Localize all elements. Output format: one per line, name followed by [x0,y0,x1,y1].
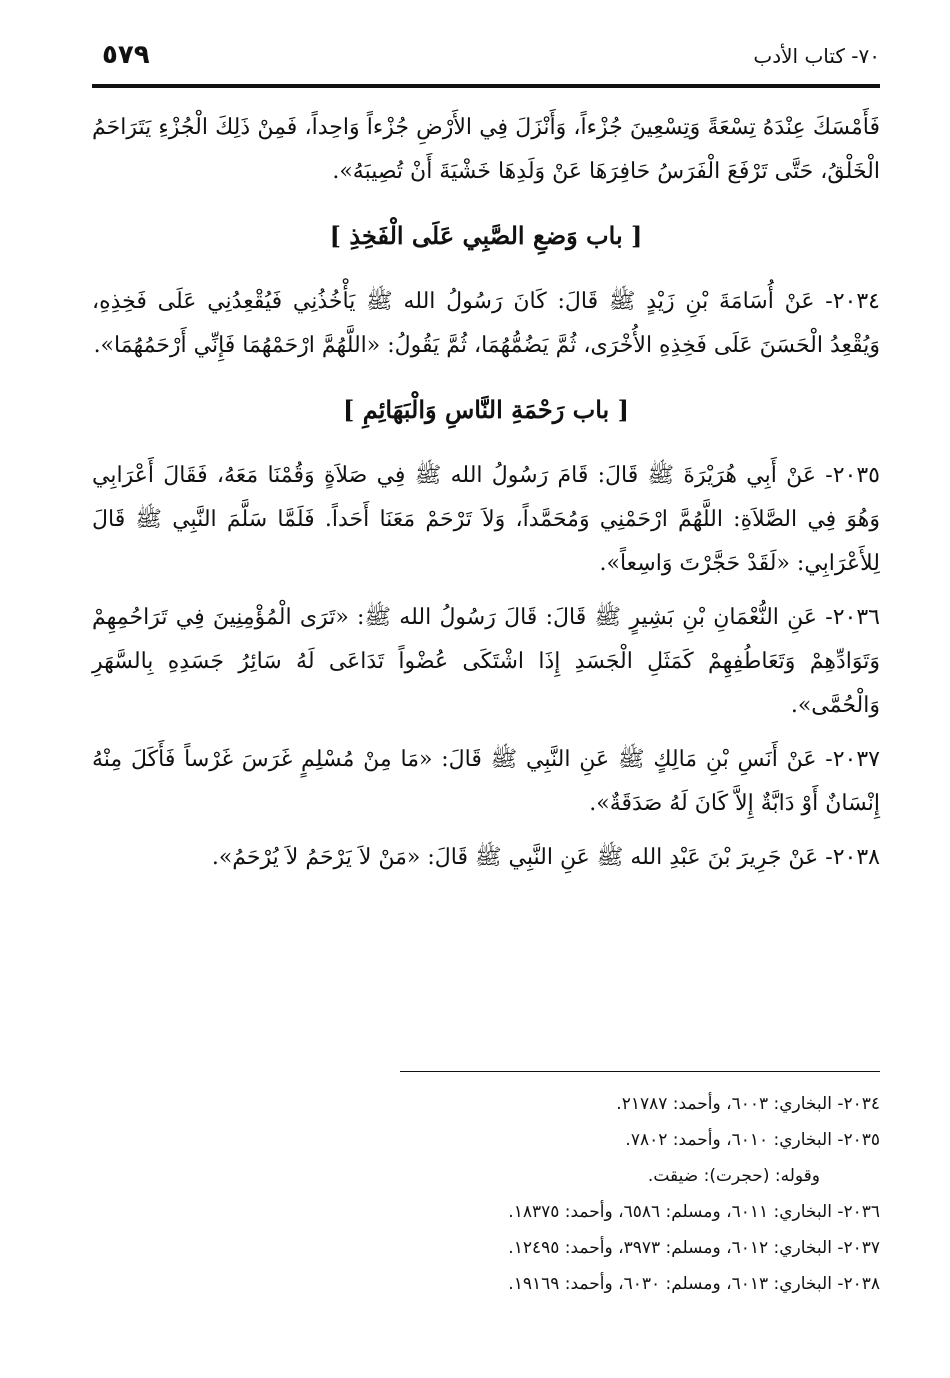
hadith-2035: ٢٠٣٥- عَنْ أَبِي هُرَيْرَةَ ﷺ قَالَ: قَامَ رَسُولُ الله ﷺ فِي صَلاَةٍ وَقُمْنَا مَعَهُ، فَقَالَ أَعْرَابِي وَهُوَ فِي الصَّلاَةِ: اللَّهُمَّ ارْحَمْنِي وَمُحَمَّداً، وَلاَ تَرْحَمْ مَعَنَا أَحَداً. فَلَمَّا سَلَّمَ النَّبِي ﷺ قَالَ لِلأَعْرَابِي: «لَقَدْ حَجَّرْتَ وَاسِعاً». [92,463,880,576]
footnote-2035: ٢٠٣٥- البخاري: ٦٠١٠، وأحمد: ٧٨٠٢. [625,1130,880,1150]
footnote-2036: ٢٠٣٦- البخاري: ٦٠١١، ومسلم: ٦٥٨٦، وأحمد: ١٨٣٧٥. [508,1202,880,1222]
main-text [92,106,880,890]
footnote-2038: ٢٠٣٨- البخاري: ٦٠١٣، ومسلم: ٦٠٣٠، وأحمد: ١٩١٦٩. [508,1274,880,1294]
continuation-paragraph: فَأَمْسَكَ عِنْدَهُ تِسْعَةً وَتِسْعِينَ جُزْءاً، وَأَنْزَلَ فِي الأَرْضِ جُزْءاً وَاحِداً، فَمِنْ ذَلِكَ الْجُزْءِ يَتَرَاحَمُ الْخَلْقُ، حَتَّى تَرْفَعَ الْفَرَسُ حَافِرَهَا عَنْ وَلَدِهَا خَشْيَةَ أَنْ تُصِيبَهُ». [92,115,880,184]
footnote-rule [400,1071,880,1072]
chapter-heading-1: [ باب وَضعِ الصَّبِي عَلَى الْفَخِذِ ] [329,221,643,250]
footnote-2034: ٢٠٣٤- البخاري: ٦٠٠٣، وأحمد: ٢١٧٨٧. [616,1094,880,1114]
hadith-2034: ٢٠٣٤- عَنْ أُسَامَةَ بْنِ زَيْدٍ ﷺ قَالَ: كَانَ رَسُولُ الله ﷺ يَأْخُذُنِي فَيُقْعِدُنِي عَلَى فَخِذِهِ، وَيُقْعِدُ الْحَسَنَ عَلَى فَخِذِهِ الأُخْرَى، ثُمَّ يَضُمُّهُمَا، ثُمَّ يَقُولُ: «اللَّهُمَّ ارْحَمْهُمَا فَإِنِّي أَرْحَمُهُمَا». [92,289,880,358]
footnote-2037: ٢٠٣٧- البخاري: ٦٠١٢، ومسلم: ٣٩٧٣، وأحمد: ١٢٤٩٥. [508,1238,880,1258]
footnote-gloss: وقوله: (حجرت): ضيقت. [647,1166,820,1186]
hadith-2038: ٢٠٣٨- عَنْ جَرِيرَ بْنَ عَبْدِ الله ﷺ عَنِ النَّبِي ﷺ قَالَ: «مَنْ لاَ يَرْحَمُ لاَ يُرْحَمُ». [211,845,880,870]
page-number: ٥٧٩ [102,40,150,70]
header-rule [92,84,880,88]
hadith-2036: ٢٠٣٦- عَنِ النُّعْمَانِ بْنِ بَشِيرٍ ﷺ قَالَ: قَالَ رَسُولُ الله ﷺ: «تَرَى الْمُؤْمِنِينَ فِي تَرَاحُمِهِمْ وَتَوَادِّهِمْ وَتَعَاطُفِهِمْ كَمَثَلِ الْجَسَدِ إِذَا اشْتَكَى عُضْواً تَدَاعَى لَهُ سَائِرُ جَسَدِهِ بِالسَّهَرِ وَالْحُمَّى». [92,605,880,718]
chapter-title: ٧٠- كتاب الأدب [753,44,880,68]
running-header [92,40,880,82]
footnotes [92,1086,880,1302]
chapter-heading-2: [ باب رَحْمَةِ النَّاسِ وَالْبَهَائِمِ ] [343,395,629,424]
hadith-2037: ٢٠٣٧- عَنْ أَنَسِ بْنِ مَالِكٍ ﷺ عَنِ النَّبِي ﷺ قَالَ: «مَا مِنْ مُسْلِمٍ غَرَسَ غَرْساً فَأَكَلَ مِنْهُ إِنْسَانٌ أَوْ دَابَّةٌ إِلاَّ كَانَ لَهُ صَدَقَةٌ». [92,747,880,816]
